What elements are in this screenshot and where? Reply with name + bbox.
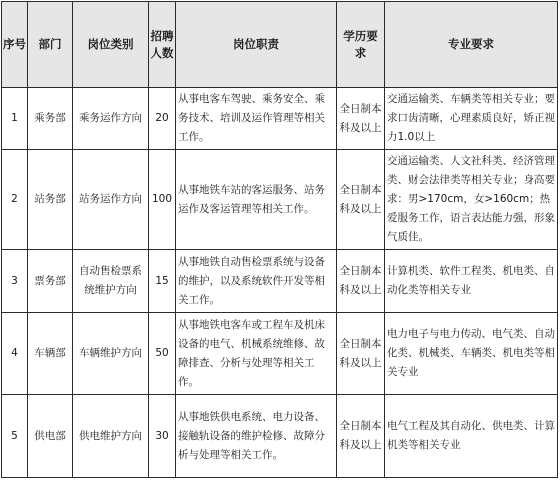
- row-duties: 从事电客车驾驶、乘务安全、乘务技术、培训及运作管理等相关工作。: [176, 88, 337, 150]
- row-education: 全日制本科及以上: [337, 395, 385, 478]
- row-department: 乘务部: [28, 88, 73, 150]
- row-duties: 从事地铁电客车或工程车及机床设备的电气、机械系统维修、故障排查、分析与处理等相关工作。: [176, 313, 337, 395]
- header-headcount: 招聘人数: [149, 2, 176, 88]
- header-row: [2, 2, 558, 88]
- row-major: 电气工程及其自动化、供电类、计算机类等相关专业: [385, 395, 558, 478]
- row-position-type: 自动售检票系统维护方向: [73, 250, 149, 313]
- header-department: 部门: [28, 2, 73, 88]
- row-index: 4: [2, 313, 28, 395]
- row-headcount: 50: [149, 313, 176, 395]
- table-row: [2, 250, 558, 313]
- table-row: [2, 150, 558, 250]
- row-department: 站务部: [28, 150, 73, 250]
- row-duties: 从事地铁自动售检票系统与设备的维护，以及系统软件开发等相关工作。: [176, 250, 337, 313]
- row-education: 全日制本科及以上: [337, 88, 385, 150]
- row-position-type: 站务运作方向: [73, 150, 149, 250]
- row-major: 交通运输类、人文社科类、经济管理类、财会法律类等相关专业；身高要求：男>170cm，女>160cm；热爱服务工作，语言表达能力强，形象气质佳。: [385, 150, 558, 250]
- row-index: 1: [2, 88, 28, 150]
- row-index: 5: [2, 395, 28, 478]
- row-major: 电力电子与电力传动、电气类、自动化类、机械类、车辆类、机电类等相关专业: [385, 313, 558, 395]
- row-headcount: 100: [149, 150, 176, 250]
- row-headcount: 20: [149, 88, 176, 150]
- row-duties: 从事地铁车站的客运服务、站务运作及客运管理等相关工作。: [176, 150, 337, 250]
- row-department: 车辆部: [28, 313, 73, 395]
- row-education: 全日制本科及以上: [337, 313, 385, 395]
- row-position-type: 车辆维护方向: [73, 313, 149, 395]
- row-department: 供电部: [28, 395, 73, 478]
- row-index: 3: [2, 250, 28, 313]
- row-index: 2: [2, 150, 28, 250]
- table-row: [2, 88, 558, 150]
- row-major: 交通运输类、车辆类等相关专业；要求口齿清晰，心理素质良好，矫正视力1.0以上: [385, 88, 558, 150]
- header-duties: 岗位职责: [176, 2, 337, 88]
- row-duties: 从事地铁供电系统、电力设备、接触轨设备的维护检修、故障分析与处理等相关工作。: [176, 395, 337, 478]
- header-education: 学历要求: [337, 2, 385, 88]
- row-headcount: 30: [149, 395, 176, 478]
- row-department: 票务部: [28, 250, 73, 313]
- row-major: 计算机类、软件工程类、机电类、自动化类等相关专业: [385, 250, 558, 313]
- header-index: 序号: [2, 2, 28, 88]
- row-position-type: 乘务运作方向: [73, 88, 149, 150]
- table-row: [2, 313, 558, 395]
- table-row: [2, 395, 558, 478]
- row-headcount: 15: [149, 250, 176, 313]
- recruitment-table: [1, 1, 558, 478]
- row-education: 全日制本科及以上: [337, 250, 385, 313]
- row-position-type: 供电维护方向: [73, 395, 149, 478]
- header-position-type: 岗位类别: [73, 2, 149, 88]
- header-major: 专业要求: [385, 2, 558, 88]
- row-education: 全日制本科及以上: [337, 150, 385, 250]
